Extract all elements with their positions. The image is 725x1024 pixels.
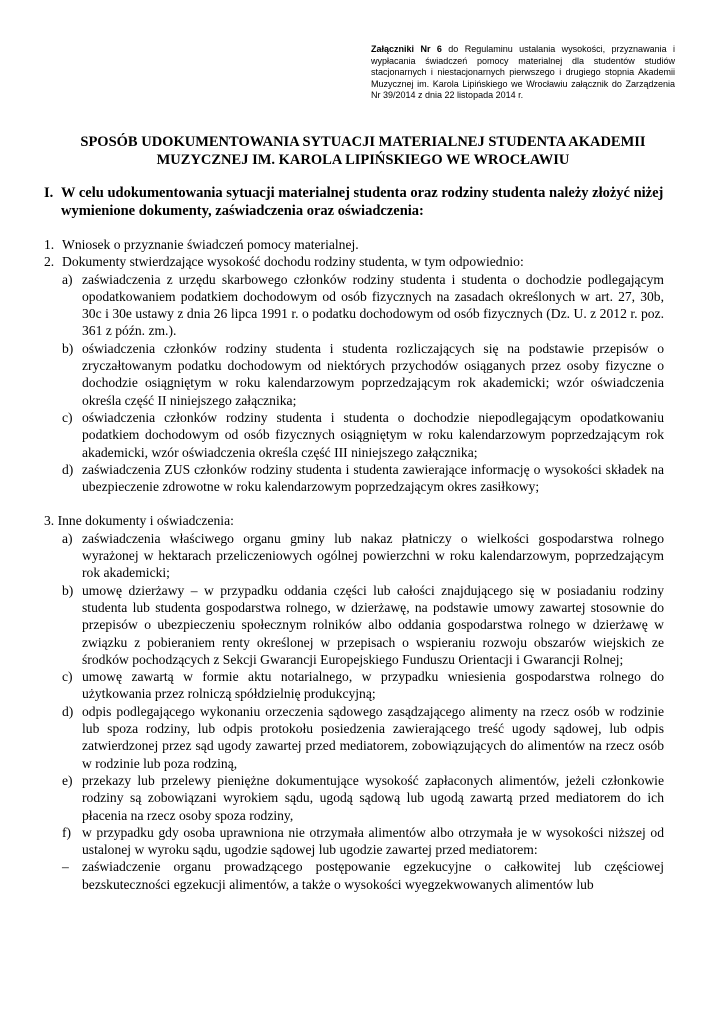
attachment-note [371, 44, 675, 102]
document-title: SPOSÓB UDOKUMENTOWANIA SYTUACJI MATERIALNEJ STUDENTA AKADEMII MUZYCZNEJ IM. KAROLA LIPIŃSKIEGO WE WROCŁAWIU [80, 134, 646, 168]
sub-item-label: a) [62, 530, 73, 546]
sub-item-text: zaświadczenia właściwego organu gminy lub nakaz płatniczy o wielkości gospodarstwa rolnego wyrażonej w hektarach przeliczeniowych ogólnej powierzchni w roku kalendarzowym, poprzedzającym rok akademicki; [82, 530, 664, 581]
sub-item-text: w przypadku gdy osoba uprawniona nie otrzymała alimentów albo otrzymała je w wysokości niższej od ustalonej w wyroku sądu, ugodzie sądowej lub ugodzie zawartej przed mediatorem: [82, 824, 664, 858]
item-number: 2. [44, 254, 55, 270]
section-number: I. [44, 185, 54, 201]
sub-item-text: oświadczenia członków rodziny studenta i studenta rozliczających się na podstawie przepisów o zryczałtowanym podatku dochodowym od niektórych przychodów osiąganych przez osoby fizyczne o dochodzie osiągniętym w roku kalendarzowym poprzedzającym rok akademicki; wzór oświadczenia określa część II niniejszego załącznika; [82, 340, 664, 408]
sub-item-text: umowę dzierżawy – w przypadku oddania części lub całości znajdującego się w posiadaniu rodziny studenta lub studenta gospodarstwa rolnego, w dzierżawę, na podstawie umowy zawartej stosownie do przepisów o ubezpieczeniu społecznym rolników albo oddania gospodarstwa rolnego w dzierżawę w związku z pobieraniem renty określonej w przepisach o wspieraniu rozwoju obszarów wiejskich ze środków pochodzących z Sekcji Gwarancji Europejskiego Funduszu Orientacji i Gwarancji Rolnej; [82, 582, 664, 667]
sub-item-label: d) [62, 703, 74, 719]
sub-item [62, 703, 664, 772]
section-heading-text: W celu udokumentowania sytuacji materialnej studenta oraz rodziny studenta należy złożyć niżej wymienione dokumenty, zaświadczenia oraz oświadczenia: [61, 185, 664, 219]
sub-item [62, 340, 664, 409]
sub-item-text: przekazy lub przelewy pieniężne dokumentujące wysokość zapłaconych alimentów, jeżeli członkowie rodziny są zobowiązani wyrokiem sądu, ugodą sądową lub ugodą zawartą przed mediatorem do ich płacenia na rzecz osoby spoza rodziny, [82, 772, 664, 823]
sub-item [62, 461, 664, 496]
paragraph-gap [44, 495, 664, 512]
attachment-note-text: do Regulaminu ustalania wysokości, przyznawania i wypłacania świadczeń pomocy materialnej dla studentów studiów stacjonarnych i niestacjonarnych pierwszego i drugiego stopnia Akademii Muzycznej im. Karola Lipińskiego we Wrocławiu załącznik do Zarządzenia Nr 39/2014 z dnia 22 listopada 2014 r. [371, 44, 676, 101]
item-text: Dokumenty stwierdzające wysokość dochodu rodziny studenta, w tym odpowiednio: [62, 254, 524, 270]
sub-item-label: f) [62, 824, 72, 840]
sub-item [62, 668, 664, 703]
sub-item-label: d) [62, 461, 74, 477]
list-item [44, 236, 664, 253]
list-item [44, 253, 664, 270]
sub-item-label: c) [62, 669, 73, 685]
sub-item-label: b) [62, 582, 74, 598]
sub-item-text: zaświadczenie organu prowadzącego postępowanie egzekucyjne o całkowitej lub częściowej bezskuteczności egzekucji alimentów, a także o wysokości wyegzekwowanych alimentów lub [82, 859, 664, 892]
sub-item-label: a) [62, 271, 73, 287]
sub-item-label: c) [62, 409, 73, 425]
item-text: Wniosek o przyznanie świadczeń pomocy materialnej. [62, 237, 359, 252]
document-body [44, 236, 664, 893]
sub-item [62, 772, 664, 824]
sub-item [62, 409, 664, 461]
dash-bullet: – [62, 859, 69, 875]
sub-item-text: umowę zawartą w formie aktu notarialnego, w przypadku wniesienia gospodarstwa rolnego do użytkowania przez rolniczą spółdzielnię produkcyjną; [82, 669, 664, 702]
item-number: 1. [44, 237, 55, 252]
sub-item [62, 530, 664, 582]
sub-item-label: e) [62, 772, 73, 788]
sub-item-text: oświadczenia członków rodziny studenta i studenta o dochodzie niepodlegającym opodatkowaniu podatkiem dochodowym od osób fizycznych osiągniętym w roku kalendarzowym poprzedzającym rok akademicki, wzór oświadczenia określa część III niniejszego załącznika; [82, 409, 664, 460]
sub-item-label: b) [62, 340, 74, 356]
section-1-heading [44, 185, 664, 220]
sub-item-text: zaświadczenia ZUS członków rodziny studenta i studenta zawierające informację o wysokości składek na ubezpieczenie zdrowotne w roku kalendarzowym poprzedzającym okres zasiłkowy; [82, 461, 664, 495]
sub-item [62, 271, 664, 340]
sub-item [62, 858, 664, 893]
sub-item [62, 582, 664, 668]
attachment-note-lead: Załączniki Nr 6 [371, 44, 442, 54]
sub-item-text: odpis podlegającego wykonaniu orzeczenia sądowego zasądzającego alimenty na rzecz osób w rodzinie lub spoza rodziny, lub odpis protokołu posiedzenia zawierającego treść ugody sądowej, lub odpis zatwierdzonej przez sąd ugody zawartej przed mediatorem, zobowiązujących do alimentów na rzecz osób w rodzinie lub poza rodziną, [82, 703, 664, 771]
item-3-heading: 3. Inne dokumenty i oświadczenia: [44, 513, 234, 529]
sub-item-text: zaświadczenia z urzędu skarbowego członków rodziny studenta i studenta o dochodzie podlegającym opodatkowaniem podatkiem dochodowym od osób fizycznych na zasadach określonych w art. 27, 30b, 30c i 30e ustawy z dnia 26 lipca 1991 r. o podatku dochodowym od osób fizycznych (Dz. U. z 2012 r. poz. 361 z późn. zm.). [82, 271, 664, 339]
sub-item [62, 824, 664, 859]
